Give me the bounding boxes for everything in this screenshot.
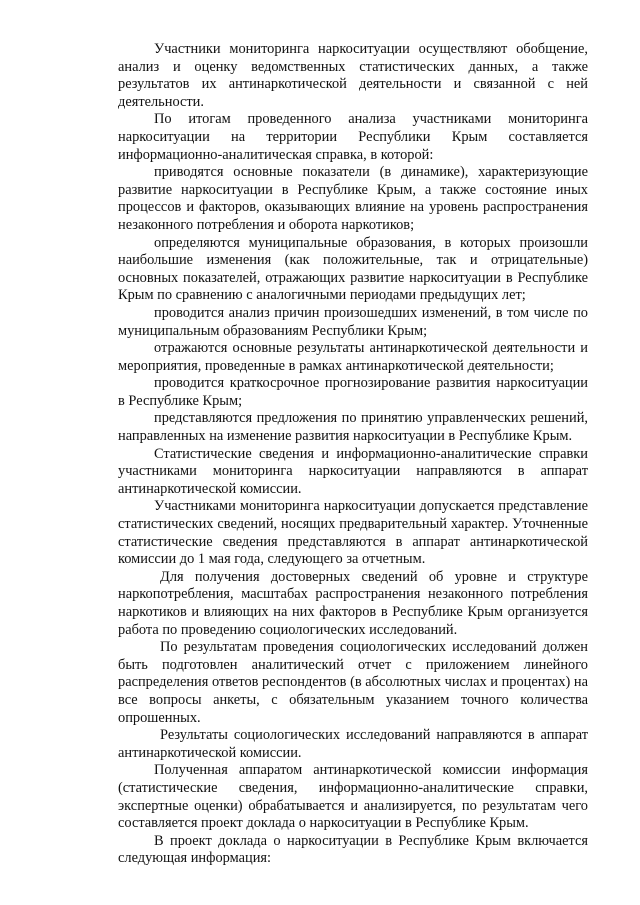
list-item-6: представляются предложения по принятию управленческих решений, направленных на изменение развития наркоситуации в Республике Крым. [118, 410, 588, 445]
list-item-5: проводится краткосрочное прогнозирование развития наркоситуации в Республике Крым; [118, 375, 588, 409]
list-item-2: определяются муниципальные образования, в которых произошли наибольшие изменения (как положительные, так и отрицательные) основных показателей, отражающих развитие наркоситуации в Республике Крым по сравнению с аналогичными периодами предыдущих лет; [118, 234, 588, 304]
paragraph-8: Полученная аппаратом антинаркотической комиссии информация (статистические сведения, информационно-аналитические справки, экспертные оценки) обрабатывается и анализируется, по результатам чего составляется проект доклада о наркоситуации в Республике Крым. [118, 762, 588, 832]
list-item-1: приводятся основные показатели (в динамике), характеризующие развитие наркоситуации в Республике Крым, а также состояние иных процессов и факторов, оказывающих влияние на уровень распространения незаконного потребления и оборота наркотиков; [118, 164, 588, 233]
paragraph-2: По итогам проведенного анализа участниками мониторинга наркоситуации на территории Республики Крым составляется информационно-аналитическая справка, в которой: [118, 111, 588, 163]
list-item-3: проводится анализ причин произошедших изменений, в том числе по муниципальным образованиям Республики Крым; [118, 304, 588, 339]
paragraph-5: Для получения достоверных сведений об уровне и структуре наркопотребления, масштабах распространения незаконного потребления наркотиков и влияющих на них факторов в Республике Крым организуется работа по проведению социологических исследований. [118, 568, 588, 638]
paragraph-3: Статистические сведения и информационно-аналитические справки участниками мониторинга наркоситуации направляются в аппарат антинаркотической комиссии. [118, 445, 588, 497]
paragraph-1: Участники мониторинга наркоситуации осуществляют обобщение, анализ и оценку ведомственных статистических данных, а также результатов их антинаркотической деятельности и связанной с ней деятельности. [118, 41, 588, 110]
list-item-4: отражаются основные результаты антинаркотической деятельности и мероприятия, проведенные в рамках антинаркотической деятельности; [118, 340, 588, 374]
paragraph-9: В проект доклада о наркоситуации в Республике Крым включается следующая информация: [118, 832, 588, 867]
paragraph-7: Результаты социологических исследований направляются в аппарат антинаркотической комиссии. [118, 727, 588, 761]
paragraph-4: Участниками мониторинга наркоситуации допускается представление статистических сведений, носящих предварительный характер. Уточненные статистические сведения представляются в аппарат антинаркотической комиссии до 1 мая года, следующего за отчетным. [118, 498, 588, 568]
paragraph-6: По результатам проведения социологических исследований должен быть подготовлен аналитический отчет с приложением линейного распределения ответов респондентов (в абсолютных числах и процентах) на все вопросы анкеты, с обязательным указанием точного количества опрошенных. [118, 639, 588, 726]
